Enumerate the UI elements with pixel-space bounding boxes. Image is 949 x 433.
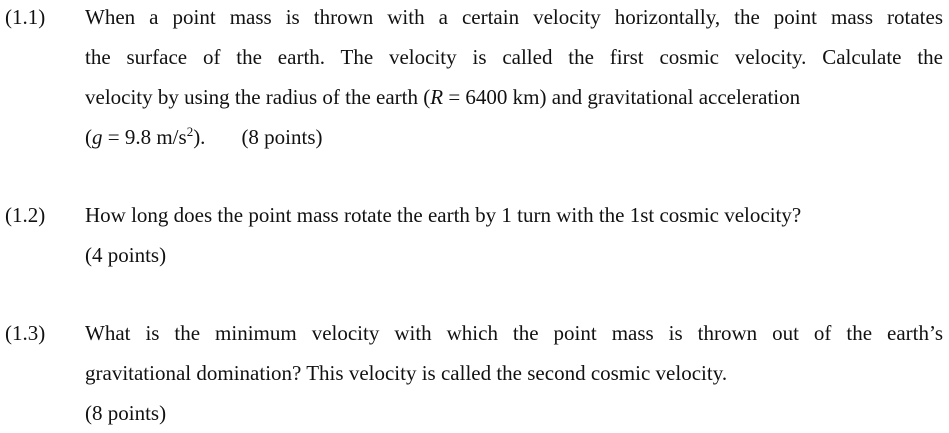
question-number: (1.2) bbox=[5, 203, 46, 227]
question-line: How long does the point mass rotate the earth by 1 turn with the 1st cosmic velocity? bbox=[85, 203, 802, 227]
question-number: (1.3) bbox=[5, 321, 46, 345]
formula-value: = 9.8 m/s bbox=[102, 125, 187, 149]
points-label: (8 points) bbox=[241, 125, 323, 149]
question-text bbox=[85, 313, 943, 433]
text-segment: velocity by using the radius of the earth ( bbox=[85, 85, 431, 109]
text-segment: = 6400 km) and gravitational acceleration bbox=[443, 85, 801, 109]
formula-close: ). bbox=[193, 125, 206, 149]
question-line: What is the minimum velocity with which the point mass is thrown out of the earth’s bbox=[85, 321, 943, 345]
formula-open: ( bbox=[85, 125, 92, 149]
question-number: (1.1) bbox=[5, 5, 46, 29]
points-label: (8 points) bbox=[85, 401, 167, 425]
radius-symbol: R bbox=[430, 85, 444, 109]
formula-exponent: 2 bbox=[186, 124, 194, 139]
question-text bbox=[85, 195, 943, 275]
gravity-symbol: g bbox=[92, 125, 103, 149]
question-line: gravitational domination? This velocity is called the second cosmic velocity. bbox=[85, 361, 728, 385]
question-line bbox=[85, 77, 943, 117]
formula-line bbox=[85, 117, 943, 157]
question-line: When a point mass is thrown with a certain velocity horizontally, the point mass rotates bbox=[85, 5, 943, 29]
question-line: the surface of the earth. The velocity is called the first cosmic velocity. Calculate the bbox=[85, 45, 943, 69]
question-text bbox=[85, 0, 943, 157]
points-label: (4 points) bbox=[85, 243, 167, 267]
